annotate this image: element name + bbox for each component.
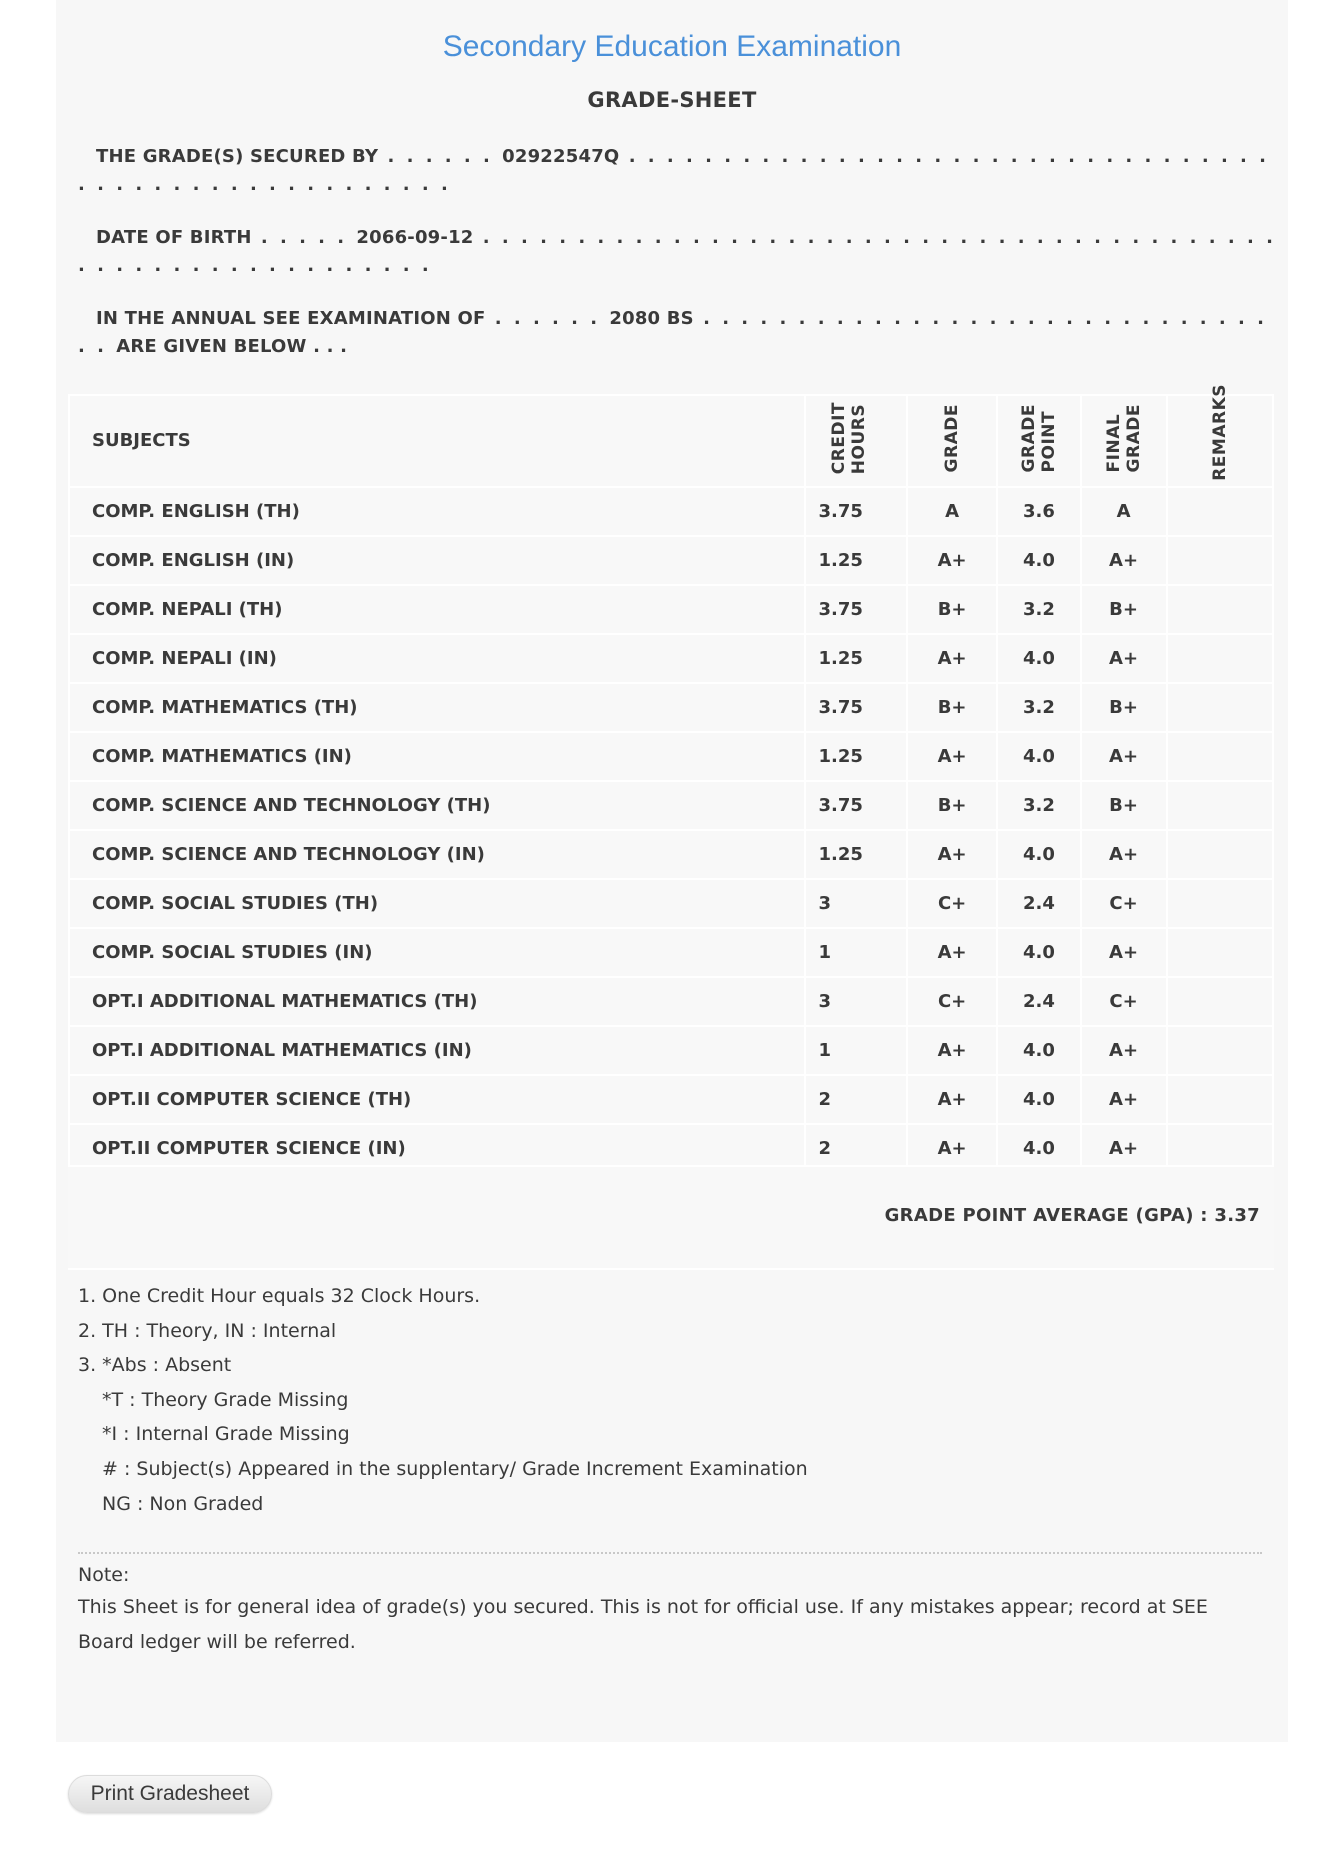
cell-final-grade: B+ bbox=[1081, 683, 1167, 732]
cell-grade-point: 4.0 bbox=[997, 536, 1080, 585]
cell-credit-hours: 3 bbox=[805, 879, 907, 928]
cell-credit-hours: 2 bbox=[805, 1124, 907, 1173]
dot-leader: . . . . . bbox=[251, 227, 357, 248]
cell-credit-hours: 3.75 bbox=[805, 487, 907, 536]
grades-table bbox=[68, 384, 1274, 1174]
divider bbox=[78, 1552, 1262, 1554]
cell-subject: COMP. ENGLISH (TH) bbox=[69, 487, 805, 536]
cell-grade-point: 4.0 bbox=[997, 928, 1080, 977]
header-credit-hours-line2: HOURS bbox=[848, 404, 869, 475]
cell-final-grade: A+ bbox=[1081, 536, 1167, 585]
cell-final-grade: B+ bbox=[1081, 781, 1167, 830]
cell-remarks bbox=[1167, 585, 1273, 634]
cell-credit-hours: 1 bbox=[805, 928, 907, 977]
header-credit-hours-line1: CREDIT bbox=[828, 402, 849, 475]
header-grade-point-line1: GRADE bbox=[1018, 404, 1039, 473]
gradesheet-heading: GRADE-SHEET bbox=[587, 88, 757, 112]
cell-final-grade: C+ bbox=[1081, 977, 1167, 1026]
cell-grade-point: 4.0 bbox=[997, 634, 1080, 683]
cell-grade: B+ bbox=[907, 683, 997, 732]
cell-remarks bbox=[1167, 879, 1273, 928]
cell-grade-point: 3.6 bbox=[997, 487, 1080, 536]
table-row bbox=[69, 1026, 1273, 1075]
cell-grade: A+ bbox=[907, 830, 997, 879]
cell-subject: COMP. ENGLISH (IN) bbox=[69, 536, 805, 585]
cell-grade-point: 4.0 bbox=[997, 1026, 1080, 1075]
cell-subject: COMP. MATHEMATICS (TH) bbox=[69, 683, 805, 732]
header-remarks bbox=[1167, 384, 1273, 487]
legend-item: 1. One Credit Hour equals 32 Clock Hours. bbox=[78, 1285, 481, 1307]
exam-line bbox=[78, 305, 1278, 361]
header-credit-hours bbox=[805, 395, 907, 487]
cell-remarks bbox=[1167, 683, 1273, 732]
exam-suffix: ARE GIVEN BELOW . . . bbox=[116, 336, 348, 357]
cell-grade-point: 4.0 bbox=[997, 732, 1080, 781]
table-row bbox=[69, 830, 1273, 879]
cell-credit-hours: 1.25 bbox=[805, 830, 907, 879]
cell-final-grade: A+ bbox=[1081, 732, 1167, 781]
cell-grade: A+ bbox=[907, 1124, 997, 1173]
cell-grade: C+ bbox=[907, 879, 997, 928]
table-row bbox=[69, 487, 1273, 536]
cell-subject: COMP. NEPALI (TH) bbox=[69, 585, 805, 634]
cell-subject: OPT.I ADDITIONAL MATHEMATICS (IN) bbox=[69, 1026, 805, 1075]
cell-subject: OPT.I ADDITIONAL MATHEMATICS (TH) bbox=[69, 977, 805, 1026]
cell-final-grade: A+ bbox=[1081, 928, 1167, 977]
table-row bbox=[69, 585, 1273, 634]
header-grade bbox=[907, 395, 997, 487]
cell-remarks bbox=[1167, 1026, 1273, 1075]
header-final-grade-line2: GRADE bbox=[1123, 404, 1144, 473]
cell-remarks bbox=[1167, 487, 1273, 536]
cell-grade: A+ bbox=[907, 1026, 997, 1075]
cell-subject: COMP. SCIENCE AND TECHNOLOGY (TH) bbox=[69, 781, 805, 830]
cell-final-grade: A+ bbox=[1081, 1026, 1167, 1075]
cell-grade: A bbox=[907, 487, 997, 536]
cell-credit-hours: 1.25 bbox=[805, 634, 907, 683]
header-grade-point-line2: POINT bbox=[1038, 411, 1059, 473]
header-final-grade-line1: FINAL bbox=[1103, 413, 1124, 473]
cell-final-grade: A+ bbox=[1081, 634, 1167, 683]
table-row bbox=[69, 928, 1273, 977]
header-grade-label: GRADE bbox=[942, 404, 963, 473]
legend-item: # : Subject(s) Appeared in the supplentary/ Grade Increment Examination bbox=[102, 1457, 808, 1480]
cell-subject: COMP. NEPALI (IN) bbox=[69, 634, 805, 683]
gpa-value: 3.37 bbox=[1214, 1205, 1260, 1226]
note-text: This Sheet is for general idea of grade(s) you secured. This is not for official use. If any mistakes appear; record at SEE Board ledger will be referred. bbox=[78, 1596, 1208, 1653]
header-remarks-label: REMARKS bbox=[1209, 384, 1230, 481]
header-grade-point bbox=[997, 395, 1080, 487]
note-label: Note: bbox=[78, 1564, 130, 1586]
secured-by-line bbox=[78, 143, 1278, 199]
gradesheet-panel bbox=[56, 0, 1288, 1742]
cell-subject: COMP. SCIENCE AND TECHNOLOGY (IN) bbox=[69, 830, 805, 879]
cell-grade-point: 4.0 bbox=[997, 830, 1080, 879]
cell-grade: A+ bbox=[907, 928, 997, 977]
table-row bbox=[69, 879, 1273, 928]
legend-list bbox=[78, 1279, 808, 1521]
cell-remarks bbox=[1167, 977, 1273, 1026]
cell-remarks bbox=[1167, 1075, 1273, 1124]
cell-grade: A+ bbox=[907, 634, 997, 683]
cell-grade-point: 3.2 bbox=[997, 585, 1080, 634]
cell-credit-hours: 2 bbox=[805, 1075, 907, 1124]
table-row bbox=[69, 732, 1273, 781]
cell-grade: A+ bbox=[907, 536, 997, 585]
dot-leader: . . . . . . bbox=[485, 308, 610, 329]
cell-final-grade: A+ bbox=[1081, 1075, 1167, 1124]
cell-grade: A+ bbox=[907, 1075, 997, 1124]
cell-credit-hours: 1.25 bbox=[805, 732, 907, 781]
cell-remarks bbox=[1167, 732, 1273, 781]
table-row bbox=[69, 1075, 1273, 1124]
cell-grade-point: 3.2 bbox=[997, 683, 1080, 732]
table-row bbox=[69, 781, 1273, 830]
cell-credit-hours: 3 bbox=[805, 977, 907, 1026]
cell-remarks bbox=[1167, 928, 1273, 977]
cell-credit-hours: 3.75 bbox=[805, 585, 907, 634]
cell-subject: COMP. SOCIAL STUDIES (IN) bbox=[69, 928, 805, 977]
legend-item: *T : Theory Grade Missing bbox=[102, 1388, 349, 1411]
cell-grade-point: 2.4 bbox=[997, 977, 1080, 1026]
cell-remarks bbox=[1167, 781, 1273, 830]
cell-remarks bbox=[1167, 830, 1273, 879]
cell-subject: OPT.II COMPUTER SCIENCE (IN) bbox=[69, 1124, 805, 1173]
cell-credit-hours: 1.25 bbox=[805, 536, 907, 585]
table-row bbox=[69, 536, 1273, 585]
dob-line bbox=[78, 224, 1278, 280]
exam-label: IN THE ANNUAL SEE EXAMINATION OF bbox=[96, 308, 486, 329]
cell-final-grade: A bbox=[1081, 487, 1167, 536]
symbol-number: 02922547Q bbox=[502, 146, 620, 167]
cell-credit-hours: 1 bbox=[805, 1026, 907, 1075]
gpa-summary bbox=[885, 1205, 1260, 1226]
dot-leader: . . . . . . . . . . . . . . . . . . . . . . . . . . . . . . . . . . . . . . . . . . . . . . . . . . . . . . bbox=[78, 146, 1269, 195]
header-final-grade bbox=[1081, 395, 1167, 487]
dob-value: 2066-09-12 bbox=[356, 227, 474, 248]
print-gradesheet-button[interactable]: Print Gradesheet bbox=[68, 1775, 272, 1813]
gpa-label: GRADE POINT AVERAGE (GPA) : bbox=[884, 1205, 1215, 1226]
dot-leader: . . . . . . . . . . . . . . . . . . . . . . . . . . . . . . . . bbox=[78, 308, 1267, 357]
legend-item: 2. TH : Theory, IN : Internal bbox=[78, 1319, 337, 1342]
cell-subject: OPT.II COMPUTER SCIENCE (TH) bbox=[69, 1075, 805, 1124]
cell-grade-point: 4.0 bbox=[997, 1075, 1080, 1124]
dob-label: DATE OF BIRTH bbox=[96, 227, 252, 248]
legend-item: NG : Non Graded bbox=[102, 1492, 264, 1515]
cell-grade: C+ bbox=[907, 977, 997, 1026]
cell-credit-hours: 3.75 bbox=[805, 683, 907, 732]
cell-grade-point: 2.4 bbox=[997, 879, 1080, 928]
cell-remarks bbox=[1167, 536, 1273, 585]
table-row bbox=[69, 683, 1273, 732]
table-header-row bbox=[69, 395, 1273, 487]
cell-grade: B+ bbox=[907, 781, 997, 830]
cell-subject: COMP. MATHEMATICS (IN) bbox=[69, 732, 805, 781]
dot-leader: . . . . . . . . . . . . . . . . . . . . . . . . . . . . . . . . . . . . . . . . . . . . . . . . . . . . . . . . . . . . . bbox=[78, 227, 1276, 276]
cell-grade-point: 3.2 bbox=[997, 781, 1080, 830]
header-subjects: SUBJECTS bbox=[69, 395, 805, 487]
exam-year: 2080 BS bbox=[609, 308, 694, 329]
gpa-row bbox=[68, 1165, 1274, 1270]
cell-final-grade: A+ bbox=[1081, 830, 1167, 879]
table-row bbox=[69, 634, 1273, 683]
cell-final-grade: C+ bbox=[1081, 879, 1167, 928]
page-title: Secondary Education Examination bbox=[442, 30, 902, 63]
cell-final-grade: A+ bbox=[1081, 1124, 1167, 1173]
cell-final-grade: B+ bbox=[1081, 585, 1167, 634]
cell-grade-point: 4.0 bbox=[997, 1124, 1080, 1173]
cell-credit-hours: 3.75 bbox=[805, 781, 907, 830]
cell-remarks bbox=[1167, 634, 1273, 683]
dot-leader: . . . . . . bbox=[378, 146, 503, 167]
cell-grade: A+ bbox=[907, 732, 997, 781]
cell-subject: COMP. SOCIAL STUDIES (TH) bbox=[69, 879, 805, 928]
cell-grade: B+ bbox=[907, 585, 997, 634]
legend-item: *I : Internal Grade Missing bbox=[102, 1423, 350, 1446]
secured-by-label: THE GRADE(S) SECURED BY bbox=[96, 146, 379, 167]
legend-item: 3. *Abs : Absent bbox=[78, 1354, 232, 1377]
table-row bbox=[69, 977, 1273, 1026]
